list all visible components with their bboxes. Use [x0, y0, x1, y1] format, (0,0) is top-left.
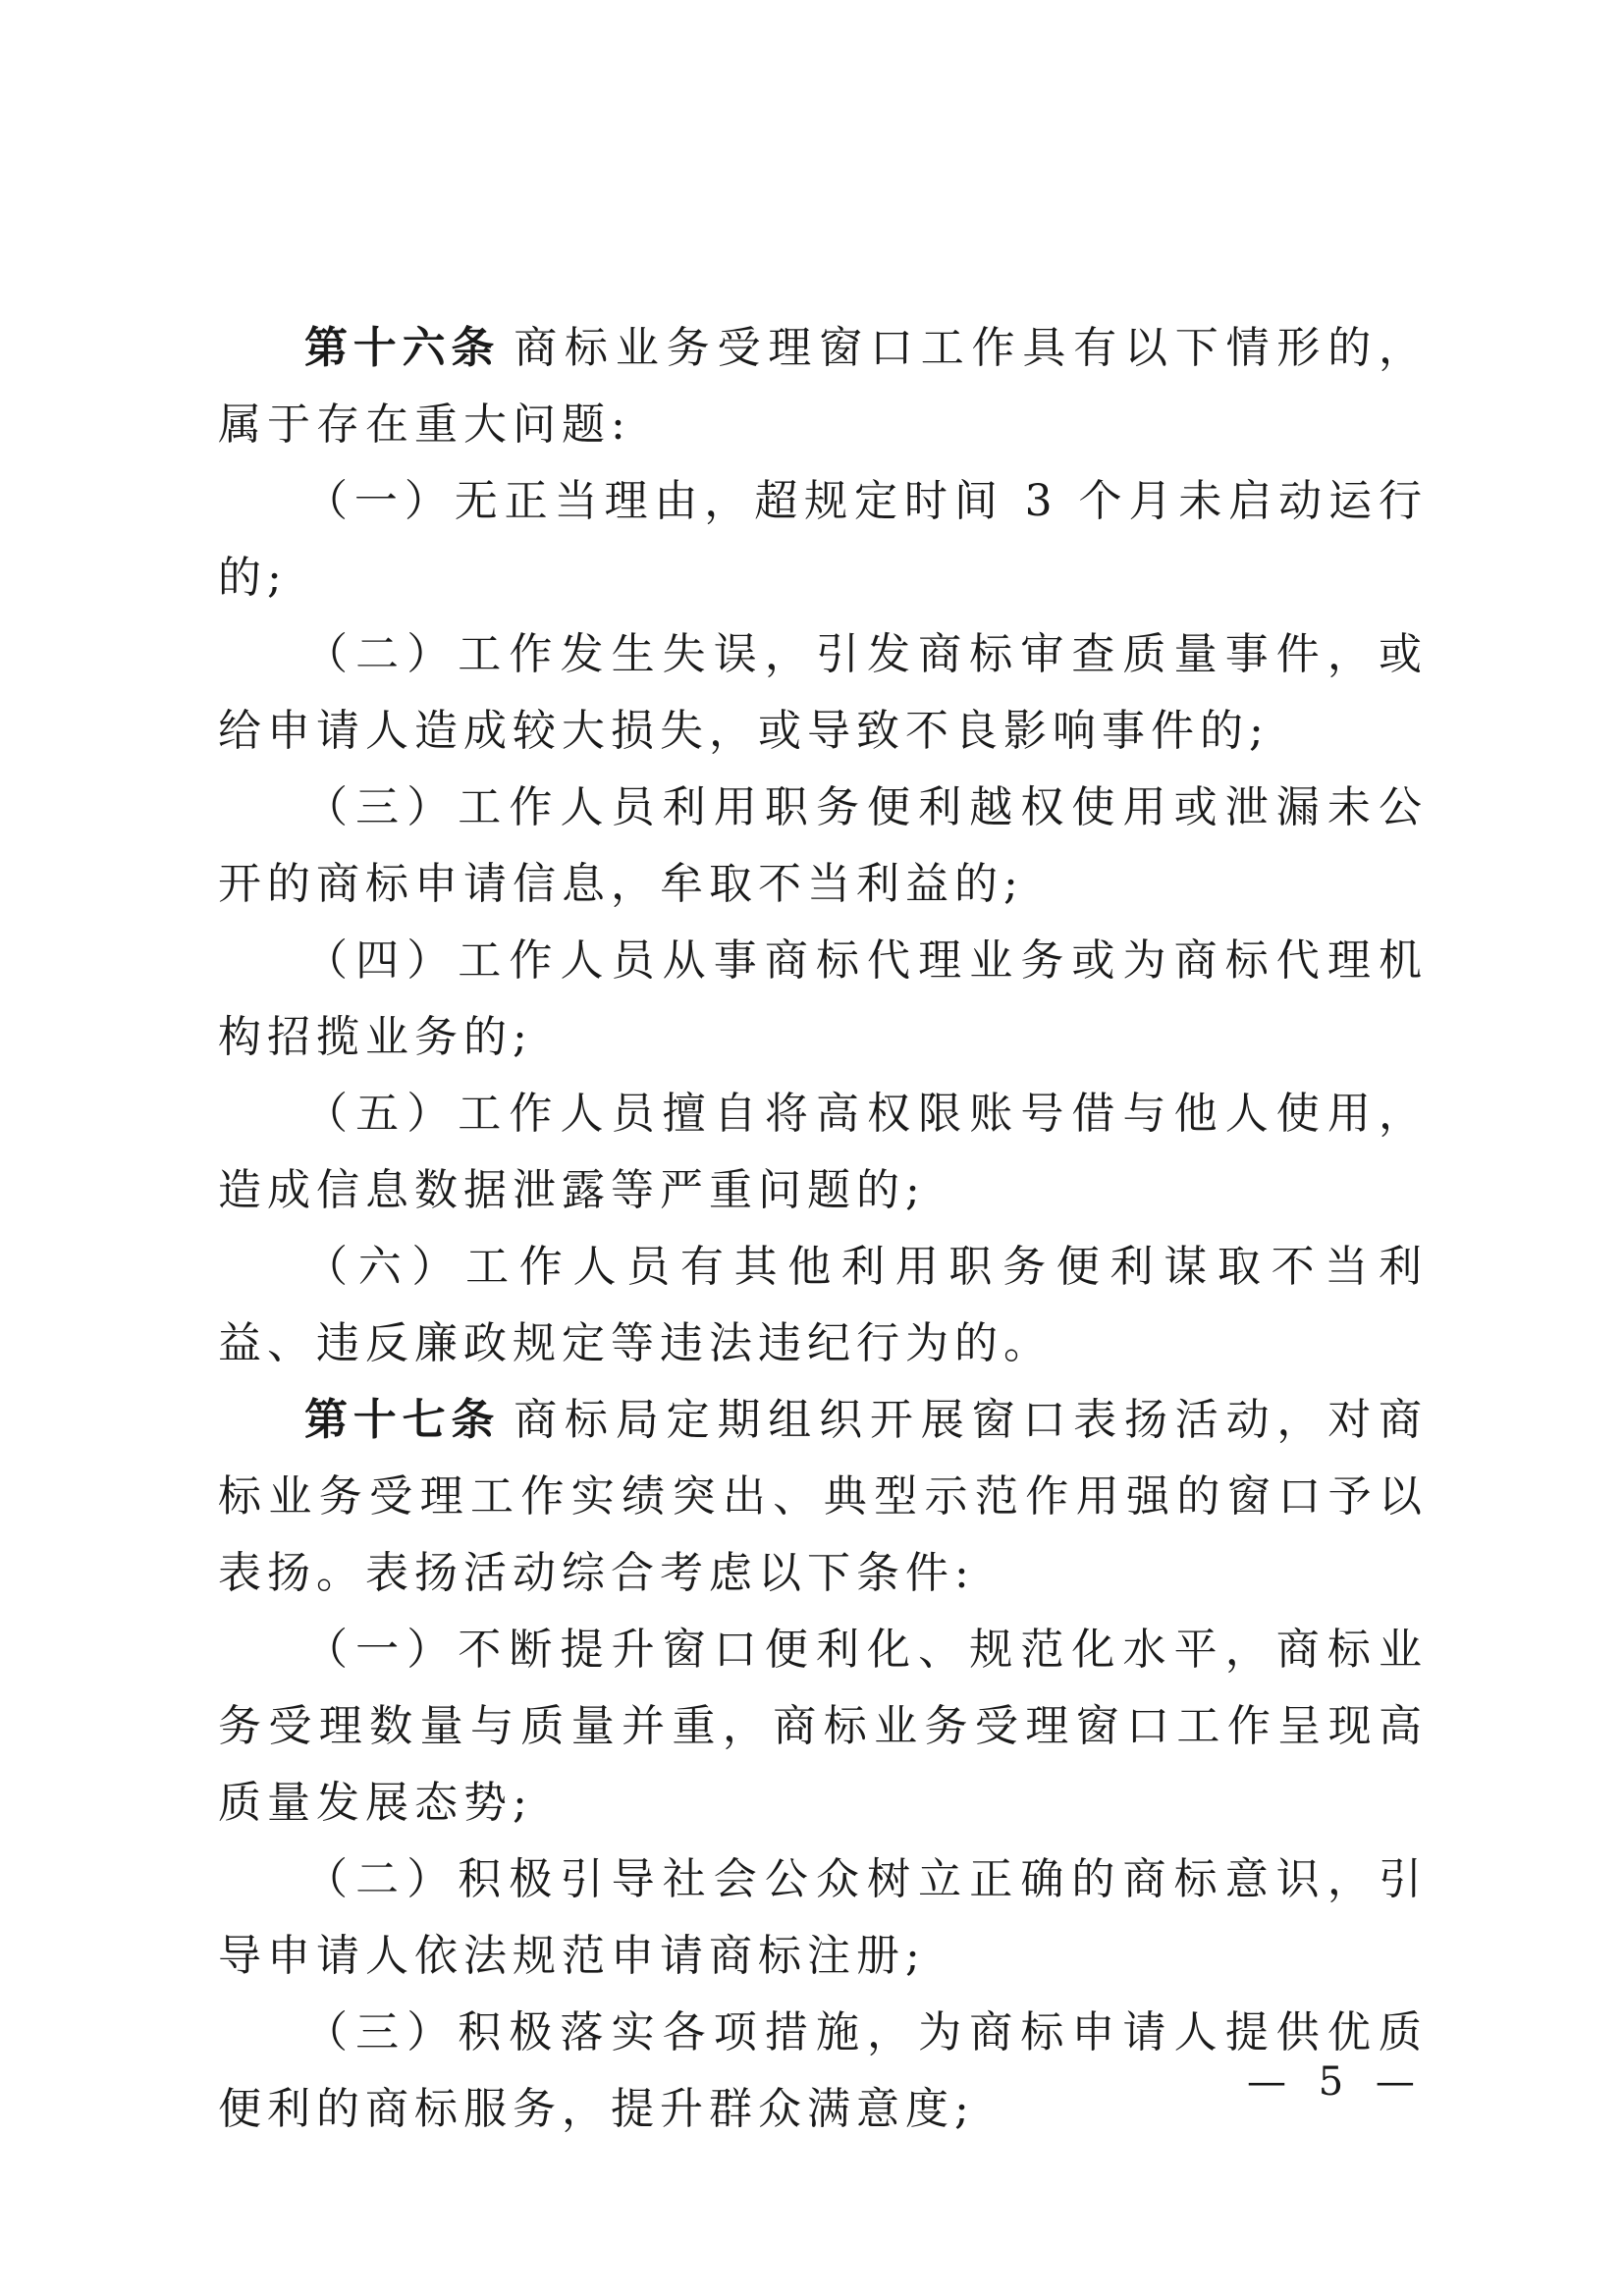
article-16-text: 商标业务受理窗口工作具有以下情形的，属于存在重大问题: [218, 323, 1429, 450]
article-17-heading: 第十七条 [304, 1395, 501, 1445]
article-16-item-6: （六）工作人员有其他利用职务便利谋取不当利益、违反廉政规定等违法违纪行为的。 [218, 1242, 1428, 1368]
article-16-item-4: （四）工作人员从事商标代理业务或为商标代理机构招揽业务的; [218, 935, 1428, 1062]
article-16-heading: 第十六条 [304, 323, 501, 373]
article-17-item-2: （二）积极引导社会公众树立正确的商标意识，引导申请人依法规范申请商标注册; [218, 1854, 1428, 1981]
article-17-paragraph [218, 1382, 1428, 1612]
article-17-item-1: （一）不断提升窗口便利化、规范化水平，商标业务受理数量与质量并重，商标业务受理窗口工作呈现高质量发展态势; [218, 1625, 1428, 1828]
article-16-item-2: （二）工作发生失误，引发商标审查质量事件，或给申请人造成较大损失，或导致不良影响事件的; [218, 629, 1428, 756]
article-16-paragraph [218, 310, 1428, 463]
article-16-item-3: （三）工作人员利用职务便利越权使用或泄漏未公开的商标申请信息，牟取不当利益的; [218, 782, 1428, 909]
article-17-text: 商标局定期组织开展窗口表扬活动，对商标业务受理工作实绩突出、典型示范作用强的窗口予以表扬。表扬活动综合考虑以下条件: [218, 1395, 1429, 1598]
article-16-item-5: （五）工作人员擅自将高权限账号借与他人使用，造成信息数据泄露等严重问题的; [218, 1089, 1428, 1215]
article-17-item-3: （三）积极落实各项措施，为商标申请人提供优质便利的商标服务，提升群众满意度; [218, 2007, 1428, 2134]
document-body [218, 310, 1428, 2148]
article-16-item-1: （一）无正当理由，超规定时间 3 个月未启动运行的; [218, 476, 1428, 603]
page-number: — 5 — [1247, 2059, 1425, 2105]
